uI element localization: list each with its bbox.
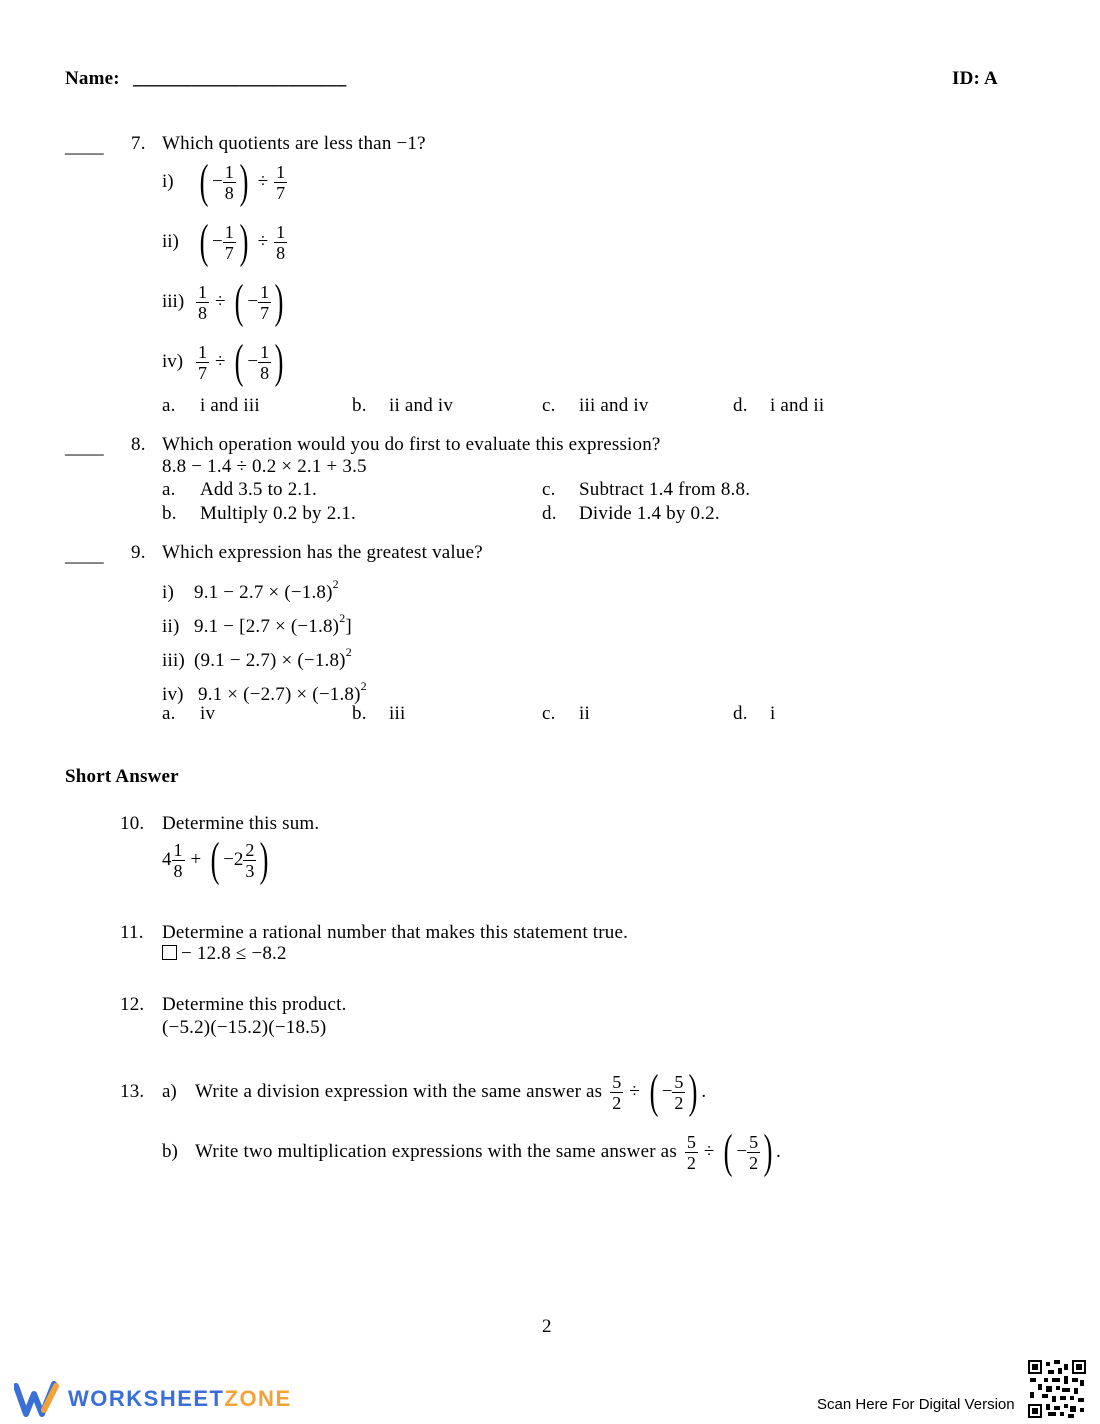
exponent: 2 xyxy=(360,679,367,693)
q7-item xyxy=(162,216,287,268)
divide-sign: ÷ xyxy=(215,351,226,372)
right-paren: ) xyxy=(763,1125,773,1178)
scan-text: Scan Here For Digital Version xyxy=(817,1396,1015,1413)
q7-item xyxy=(162,336,287,388)
neg-sign: − xyxy=(211,231,223,252)
question-text: Determine a rational number that makes this statement true. xyxy=(162,922,629,943)
question-number: 7. xyxy=(131,133,146,154)
choice-letter[interactable]: d. xyxy=(733,395,748,416)
qr-code-icon[interactable] xyxy=(1028,1360,1086,1418)
question-number: 8. xyxy=(131,434,146,455)
choice-letter[interactable]: c. xyxy=(542,395,556,416)
expression-tail: ] xyxy=(345,616,352,637)
question-text: Which expression has the greatest value? xyxy=(162,542,483,563)
choice-text: iv xyxy=(200,703,216,724)
fraction: $\frac{1}{8}$ xyxy=(276,221,286,263)
neg-sign: − xyxy=(211,171,223,192)
choice-text: i and iii xyxy=(200,395,260,416)
item-label: iv) xyxy=(162,684,184,705)
id-label: ID: A xyxy=(952,68,998,89)
math-expression: (9.1 − 2.7) × (−1.8) xyxy=(194,650,346,671)
item-label: ii) xyxy=(162,231,179,252)
question-number: 9. xyxy=(131,542,146,563)
left-paren: ( xyxy=(199,215,209,268)
logo-w-icon xyxy=(14,1380,62,1418)
answer-blank[interactable]: ____ xyxy=(65,545,104,566)
q9-item xyxy=(162,607,352,638)
choice-text: ii xyxy=(579,703,590,724)
name-blank[interactable]: ______________________ xyxy=(133,68,347,89)
question-text: Determine this product. xyxy=(162,994,347,1015)
math-expression: 9.1 × (−2.7) × (−1.8) xyxy=(198,684,361,705)
worksheetzone-logo[interactable] xyxy=(14,1380,292,1418)
question-number: 11. xyxy=(120,922,144,943)
choice-text: i and ii xyxy=(770,395,825,416)
q9-item xyxy=(162,675,367,706)
choice-letter[interactable]: c. xyxy=(542,479,556,500)
left-paren: ( xyxy=(235,335,244,388)
choice-text: Multiply 0.2 by 2.1. xyxy=(200,503,357,524)
fraction: $\frac{1}{7}$ xyxy=(276,161,286,203)
choice-letter[interactable]: d. xyxy=(542,503,557,524)
neg-sign: − xyxy=(247,291,259,312)
q9-item xyxy=(162,641,352,672)
fraction: $\frac{1}{8}$ xyxy=(198,281,207,323)
fraction: $\frac{5}{2}$ xyxy=(674,1071,684,1113)
left-paren: ( xyxy=(723,1125,733,1178)
part-label: a) xyxy=(162,1081,177,1102)
choice-letter[interactable]: b. xyxy=(352,395,367,416)
choice-letter[interactable]: b. xyxy=(162,503,177,524)
left-paren: ( xyxy=(210,833,220,886)
item-label: iii) xyxy=(162,291,185,312)
exponent: 2 xyxy=(332,577,339,591)
q9-item xyxy=(162,573,339,604)
section-heading: Short Answer xyxy=(65,766,179,787)
neg-sign: − xyxy=(247,351,259,372)
choice-text: iii xyxy=(389,703,406,724)
question-text: Determine this sum. xyxy=(162,813,320,834)
choice-letter[interactable]: c. xyxy=(542,703,556,724)
choice-text: Divide 1.4 by 0.2. xyxy=(579,503,720,524)
item-label: ii) xyxy=(162,616,180,637)
question-text: Which quotients are less than −1? xyxy=(162,133,426,154)
fraction: $\frac{5}{2}$ xyxy=(686,1131,696,1173)
name-label: Name: xyxy=(65,68,120,89)
question-text: Which operation would you do first to evaluate this expression? xyxy=(162,434,661,455)
page-number: 2 xyxy=(542,1316,552,1337)
right-paren: ) xyxy=(274,335,284,388)
neg-sign: − xyxy=(661,1081,673,1102)
inequality xyxy=(162,943,287,965)
right-paren: ) xyxy=(260,833,269,886)
fraction: $\frac{1}{7}$ xyxy=(198,341,207,383)
blank-box-icon[interactable] xyxy=(162,945,177,960)
math-expression: 8.8 − 1.4 ÷ 0.2 × 2.1 + 3.5 xyxy=(162,456,367,477)
whole-number: 4 xyxy=(162,849,172,870)
period: . xyxy=(776,1141,781,1162)
plus-sign: + xyxy=(190,849,202,870)
fraction: $\frac{5}{2}$ xyxy=(612,1071,622,1113)
q7-item xyxy=(162,156,287,208)
q7-item xyxy=(162,276,287,328)
mixed-number-sum xyxy=(162,834,272,886)
q13-part-b xyxy=(162,1126,781,1178)
right-paren: ) xyxy=(239,215,249,268)
math-expression: (−5.2)(−15.2)(−18.5) xyxy=(162,1017,327,1038)
choice-text: Add 3.5 to 2.1. xyxy=(200,479,317,500)
left-paren: ( xyxy=(199,155,209,208)
divide-sign: ÷ xyxy=(629,1081,640,1102)
divide-sign: ÷ xyxy=(257,231,269,252)
divide-sign: ÷ xyxy=(703,1141,715,1162)
fraction: $\frac{1}{8}$ xyxy=(224,161,234,203)
item-label: iii) xyxy=(162,650,185,671)
question-number: 10. xyxy=(120,813,145,834)
math-expression: − 12.8 ≤ −8.2 xyxy=(181,943,287,964)
left-paren: ( xyxy=(235,275,244,328)
answer-blank[interactable]: ____ xyxy=(65,437,104,458)
choice-letter[interactable]: a. xyxy=(162,395,176,416)
fraction: $\frac{1}{8}$ xyxy=(173,839,183,881)
neg-sign: − xyxy=(736,1141,748,1162)
right-paren: ) xyxy=(274,275,284,328)
period: . xyxy=(701,1081,707,1102)
choice-text: i xyxy=(770,703,776,724)
divide-sign: ÷ xyxy=(257,171,269,192)
answer-blank[interactable]: ____ xyxy=(65,136,104,157)
choice-text: ii and iv xyxy=(389,395,454,416)
logo-text-part1: WORKSHEET xyxy=(68,1386,225,1411)
fraction: $\frac{1}{7}$ xyxy=(224,221,234,263)
math-expression: 9.1 − 2.7 × (−1.8) xyxy=(194,582,333,603)
logo-text-part2: ZONE xyxy=(224,1386,292,1411)
fraction: $\frac{2}{3}$ xyxy=(245,839,255,881)
right-paren: ) xyxy=(239,155,249,208)
fraction: $\frac{5}{2}$ xyxy=(749,1131,759,1173)
q13-part-a xyxy=(162,1066,706,1118)
whole-number: −2 xyxy=(223,849,244,870)
fraction: $\frac{1}{8}$ xyxy=(260,341,270,383)
choice-letter[interactable]: a. xyxy=(162,479,176,500)
exponent: 2 xyxy=(345,645,352,659)
exponent: 2 xyxy=(339,611,346,625)
choice-letter[interactable]: d. xyxy=(733,703,748,724)
question-text: Write a division expression with the same answer as xyxy=(195,1081,603,1102)
fraction: $\frac{1}{7}$ xyxy=(260,281,270,323)
choice-text: Subtract 1.4 from 8.8. xyxy=(579,479,751,500)
right-paren: ) xyxy=(689,1065,698,1118)
question-text: Write two multiplication expressions with the same answer as xyxy=(195,1141,677,1162)
left-paren: ( xyxy=(649,1065,659,1118)
item-label: i) xyxy=(162,171,174,192)
choice-letter[interactable]: b. xyxy=(352,703,367,724)
math-expression: 9.1 − [2.7 × (−1.8) xyxy=(194,616,340,637)
divide-sign: ÷ xyxy=(215,291,226,312)
question-number: 13. xyxy=(120,1081,145,1102)
question-number: 12. xyxy=(120,994,145,1015)
item-label: iv) xyxy=(162,351,184,372)
choice-letter[interactable]: a. xyxy=(162,703,176,724)
choice-text: iii and iv xyxy=(579,395,649,416)
part-label: b) xyxy=(162,1141,178,1162)
item-label: i) xyxy=(162,582,175,603)
